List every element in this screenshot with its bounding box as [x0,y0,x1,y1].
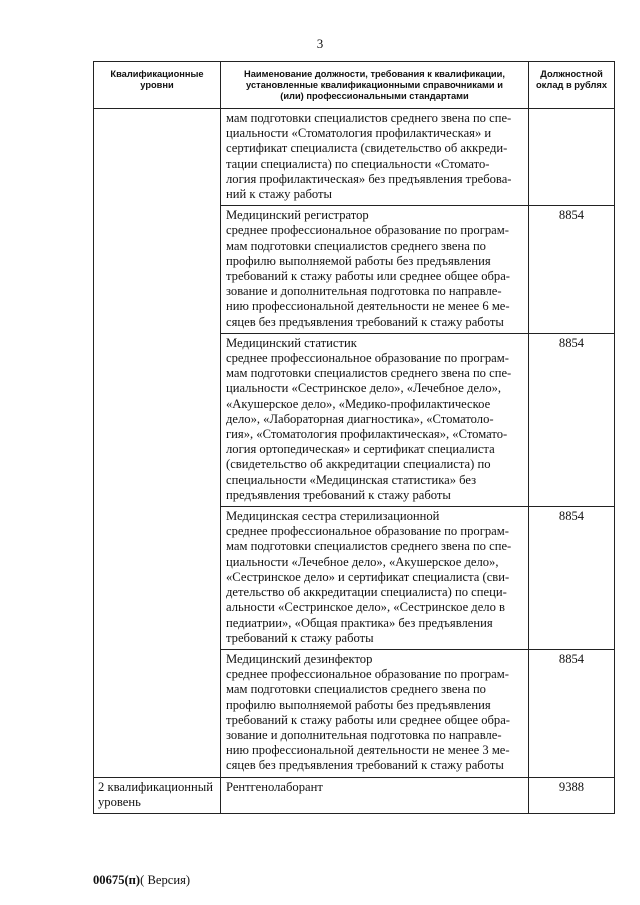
requirement-text-line: специальности «Медицинская статистика» без [226,472,477,487]
requirement-text-line: мам подготовки специалистов среднего звена по спе- [226,111,512,125]
requirement-text-line: мам подготовки специалистов среднего звена по спе- [226,539,512,554]
requirement-text-line: тации специалиста) по специальности «Стомато- [226,156,490,171]
requirement-text-line: среднее профессиональное образование по програм- [226,667,509,682]
header-description: Наименование должности, требования к квалификации, установленные квалификационными справочниками и (или) профессиональными стандартами [221,62,529,109]
requirement-text-line: (свидетельство об аккредитации специалиста) по [226,457,491,472]
qualification-table [93,61,615,814]
requirement-text-line: требований к стажу работы или среднее общее обра- [226,712,510,727]
document-version: ( Версия) [140,873,191,887]
requirement-text-line: мам подготовки специалистов среднего звена по [226,682,486,697]
requirement-text-line: среднее профессиональное образование по програм- [226,223,509,238]
position-description [221,507,529,650]
table-row-level-2 [94,777,615,813]
position-title: Медицинский статистик [226,335,357,350]
position-description [221,649,529,777]
table-row [94,109,615,206]
requirement-text-line: «Сестринское дело» и сертификат специалиста (сви- [226,569,510,584]
requirement-text-line: ний к стажу работы [226,187,333,202]
requirement-text-line: профилю выполняемой работы без предъявления [226,697,491,712]
requirement-text-line: сертификат специалиста (свидетельство об аккреди- [226,141,508,156]
requirement-text-line: альности «Сестринское дело», «Сестринское дело в [226,600,505,615]
requirement-text-line: зование и дополнительная подготовка по направле- [226,727,502,742]
position-title: Медицинская сестра стерилизационной [226,509,440,524]
qualification-level-2: 2 квалификационный уровень [94,777,221,813]
requirement-text-line: циальности «Сестринское дело», «Лечебное дело», [226,381,502,396]
requirement-text-line: дело», «Лабораторная диагностика», «Стоматоло- [226,411,494,426]
requirement-text-line: детельство об аккредитации специалиста) по специ- [226,585,507,600]
table-header-row [94,62,615,109]
requirement-text-line: требований к стажу работы или среднее общее обра- [226,269,510,284]
document-footer [93,873,190,888]
position-description [221,109,529,206]
requirement-text-line: нию профессиональной деятельности не менее 3 ме- [226,743,510,758]
requirement-text-line: гия», «Стоматология профилактическая», «Стомато- [226,427,508,442]
requirement-text-line: логия ортопедическая» и сертификат специалиста [226,442,495,457]
salary-cell [529,109,615,206]
requirement-text-line: циальности «Лечебное дело», «Акушерское дело», [226,554,499,569]
salary-cell: 8854 [529,206,615,334]
requirement-text-line: сяцев без предъявления требований к стажу работы [226,758,504,773]
requirement-text-line: мам подготовки специалистов среднего звена по спе- [226,366,512,381]
requirement-text-line: циальности «Стоматология профилактическая» и [226,126,492,141]
requirement-text-line: предъявления требований к стажу работы [226,487,451,502]
requirement-text-line: среднее профессиональное образование по програм- [226,524,509,539]
position-title: Медицинский регистратор [226,208,369,223]
position-description [221,333,529,506]
position-title: Медицинский дезинфектор [226,651,373,666]
header-salary: Должностной оклад в рублях [529,62,615,109]
requirement-text-line: профилю выполняемой работы без предъявления [226,253,491,268]
salary-cell: 8854 [529,333,615,506]
salary-cell: 8854 [529,507,615,650]
requirement-text-line: мам подготовки специалистов среднего звена по [226,238,486,253]
requirement-text-line: сяцев без предъявления требований к стажу работы [226,314,504,329]
page-number: 3 [316,36,324,51]
requirement-text-line: среднее профессиональное образование по програм- [226,351,509,366]
requirement-text-line: нию профессиональной деятельности не менее 6 ме- [226,299,510,314]
header-level: Квалификационные уровни [94,62,221,109]
requirement-text-line: зование и дополнительная подготовка по направле- [226,284,502,299]
requirement-text-line: педиатрии», «Общая практика» без предъявления [226,615,493,630]
position-title-x-ray-lab: Рентгенолаборант [221,777,529,813]
document-code: 00675(п) [93,873,141,887]
requirement-text-line: требований к стажу работы [226,630,374,645]
requirement-text-line: «Акушерское дело», «Медико-профилактическое [226,396,491,411]
requirement-text-line: логия профилактическая» без предъявления требова- [226,171,512,186]
salary-cell: 8854 [529,649,615,777]
level-cell-empty [94,109,221,778]
salary-cell: 9388 [529,777,615,813]
position-description [221,206,529,334]
